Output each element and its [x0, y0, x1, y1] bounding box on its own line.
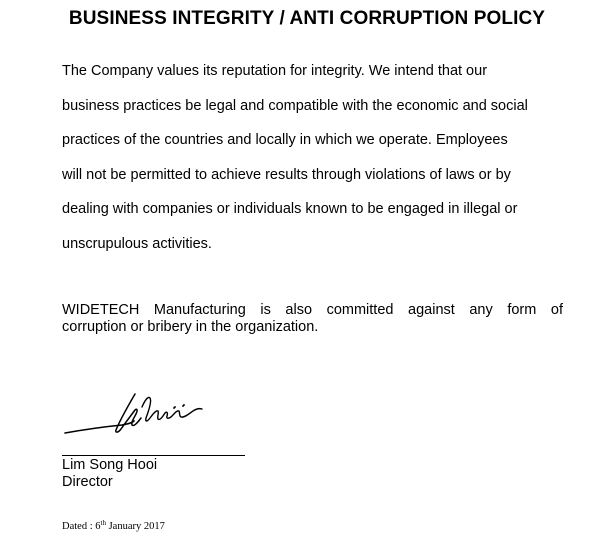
signer-name: Lim Song Hooi [62, 457, 158, 473]
paragraph-line: business practices be legal and compatible with the economic and social [62, 97, 528, 114]
signature-line [62, 455, 245, 456]
paragraph-line: will not be permitted to achieve results through violations of laws or by [62, 166, 511, 183]
date-day: 6 [95, 521, 101, 532]
signer-title: Director [62, 474, 113, 490]
paragraph-line: dealing with companies or individuals known to be engaged in illegal or [62, 201, 518, 218]
commitment-paragraph [62, 302, 563, 336]
paragraph-line: unscrupulous activities. [62, 235, 212, 252]
commitment-line: corruption or bribery in the organization. [62, 319, 319, 335]
date-line [62, 519, 165, 532]
policy-paragraph [62, 60, 582, 268]
date-ordinal: th [100, 519, 106, 527]
page-title: BUSINESS INTEGRITY / ANTI CORRUPTION POLICY [68, 8, 546, 29]
date-label: Dated : [62, 521, 93, 532]
handwritten-signature [62, 384, 222, 440]
paragraph-line: practices of the countries and locally in which we operate. Employees [62, 132, 508, 149]
paragraph-line: The Company values its reputation for integrity. We intend that our [62, 63, 488, 79]
date-month-year: January 2017 [108, 521, 165, 532]
commitment-line: WIDETECH Manufacturing is also committed against any form of [62, 302, 563, 318]
